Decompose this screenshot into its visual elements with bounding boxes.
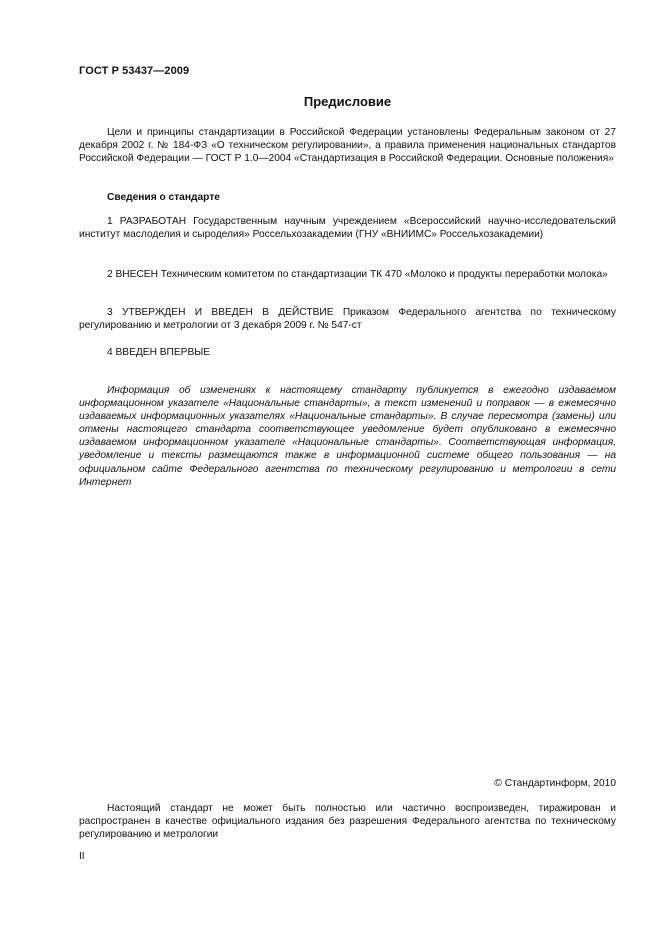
page-title: Предисловие bbox=[303, 94, 392, 109]
intro-paragraph: Цели и принципы стандартизации в Российской Федерации установлены Федеральным законом от 27 декабря 2002 г. № 184-ФЗ «О техническом регулировании», а правила применения национальных стандартов Российской Федерации — ГОСТ Р 1.0—2004 «Стандартизация в Российской Федерации. Основные положения» bbox=[79, 127, 616, 165]
item-first-introduced: 4 ВВЕДЕН ВПЕРВЫЕ bbox=[107, 347, 211, 358]
document-page bbox=[79, 0, 616, 936]
info-notice: Информация об изменениях к настоящему стандарту публикуется в ежегодно издаваемом информационном указателе «Национальные стандарты», а текст изменений и поправок — в ежемесячно издаваемых информационных указателях «Национальные стандарты». В случае пересмотра (замены) или отмены настоящего стандарта соответствующее уведомление будет опубликовано в ежемесячно издаваемом информационном указателе «Национальные стандарты». Соответствующая информация, уведомление и тексты размещаются также в информационной системе общего пользования — на официальном сайте Федерального агентства по техническому регулированию и метрологии в сети Интернет bbox=[79, 385, 616, 488]
page-number: II bbox=[79, 851, 85, 862]
item-developed: 1 РАЗРАБОТАН Государственным научным учреждением «Всероссийский научно-исследовательский институт маслоделия и сыроделия» Россельхозакадемии (ГНУ «ВНИИМС» Россельхозакадемии) bbox=[79, 216, 616, 241]
item-introduced: 2 ВНЕСЕН Техническим комитетом по стандартизации ТК 470 «Молоко и продукты переработки молока» bbox=[107, 269, 608, 280]
reproduction-notice: Настоящий стандарт не может быть полностью или частично воспроизведен, тиражирован и распространен в качестве официального издания без разрешения Федерального агентства по техническому регулированию и метрологии bbox=[79, 803, 616, 841]
document-header: ГОСТ Р 53437—2009 bbox=[79, 65, 190, 77]
section-title: Сведения о стандарте bbox=[107, 192, 220, 203]
item-approved: 3 УТВЕРЖДЕН И ВВЕДЕН В ДЕЙСТВИЕ Приказом Федерального агентства по техническому регулированию и метрологии от 3 декабря 2009 г. № 547-ст bbox=[79, 307, 616, 332]
copyright-line: © Стандартинформ, 2010 bbox=[494, 778, 616, 789]
